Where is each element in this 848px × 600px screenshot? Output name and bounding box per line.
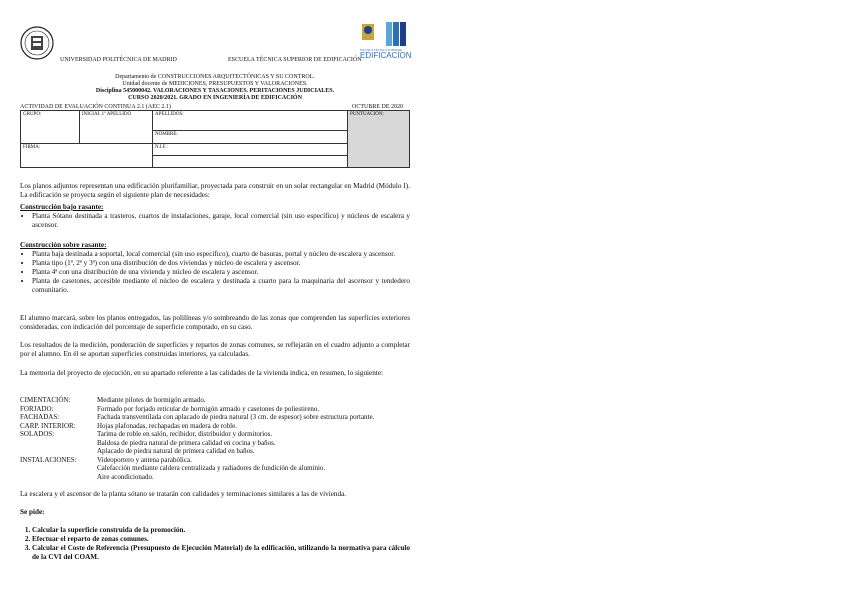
student-form	[20, 110, 410, 168]
university-name: UNIVERSIDAD POLITÉCNICA DE MADRID	[60, 57, 177, 63]
activity-date: OCTUBRE DE 2020	[352, 104, 403, 110]
surname-field[interactable]: APELLIDOS:	[153, 111, 348, 131]
school-logo-subtitle: ESCUELA TÉCNICA SUPERIOR	[360, 48, 403, 52]
initial-field[interactable]: INICIAL 1º APELLIDO	[80, 111, 153, 144]
dept-line-4: CURSO 2020/2021. GRADO EN INGENIERÍA DE EDIFICACIÓN	[128, 95, 302, 101]
below-grade-title: Construcción bajo rasante:	[20, 203, 104, 211]
list-item: • Planta de casetones, accesible mediante el núcleo de escalera y destinada a cuarto para la maquinaria del ascensor y tendedero comunitario.	[32, 277, 410, 295]
task-item: 1. Calcular la superficie construida de la promoción.	[32, 526, 410, 535]
list-item: • Planta baja destinada a soportal, local comercial (sin uso específico), cuarto de basuras, portal y núcleo de escalera y ascensor.	[32, 250, 410, 259]
paragraph-stairs: La escalera y el ascensor de la planta sótano se tratarán con calidades y terminaciones similares a las de vivienda.	[20, 490, 347, 498]
below-grade-section	[20, 203, 410, 230]
dept-line-1: Departamento de CONSTRUCCIONES ARQUITECTÓNICAS Y SU CONTROL.	[115, 74, 315, 80]
school-logo-text: EDIFICACION	[360, 51, 412, 60]
name-field[interactable]: NOMBRE:	[153, 131, 348, 143]
task-item: 2. Efectuar el reparto de zonas comunes.	[32, 535, 410, 544]
above-grade-title: Construcción sobre rasante:	[20, 241, 107, 249]
material-row: Calefacción mediante caldera centralizada y radiadores de fundición de aluminio.	[97, 464, 326, 472]
school-name: ESCUELA TÉCNICA SUPERIOR DE EDIFICACIÓN	[228, 57, 362, 63]
material-row: CARP. INTERIOR: Hojas plafonadas, rechapadas en madera de roble.	[20, 421, 237, 430]
material-row: Baldosa de piedra natural de primera calidad en cocina y baños.	[97, 438, 276, 447]
score-field: PUNTUACIÓN:	[348, 111, 410, 168]
material-row: Aire acondicionado.	[97, 472, 154, 481]
intro-paragraph: Los planos adjuntos representan una edificación plurifamiliar, proyectada para construir en un solar rectangular en Madrid (Módulo I). La edificación se proyecta según el siguiente plan de necesidades:	[20, 182, 410, 199]
material-row: SOLADOS: Tarima de roble en salón, recibidor, distribuidor y dormitorios.	[20, 430, 273, 438]
activity-title: ACTIVIDAD DE EVALUACIÓN CONTINUA 2.1 (AEC 2.1)	[20, 104, 171, 110]
material-row: INSTALACIONES: Videoportero y antena parabólica.	[20, 455, 192, 464]
paragraph-marking: El alumno marcará, sobre los planos entregados, las polilíneas y/o sombreando de las zonas que comprenden las superficies exteriores consideradas, con indicación del porcentaje de superficie computado, en su caso.	[20, 314, 410, 331]
task-item: 3. Calcular el Coste de Referencia (Presupuesto de Ejecución Material) de la edificación, utilizando la normativa para cálculo de la CVI del COAM.	[32, 544, 410, 562]
nif-blank	[153, 155, 348, 167]
nif-field[interactable]: N.I.F.:	[153, 143, 348, 155]
group-field[interactable]: GRUPO:	[21, 111, 80, 144]
list-item: • Planta tipo (1ª, 2ª y 3ª) con una distribución de dos viviendas y núcleo de escalera y ascensor.	[32, 259, 410, 268]
list-item: • Planta 4ª con una distribución de una vivienda y núcleo de escalera y ascensor.	[32, 268, 410, 277]
dept-line-2: Unidad docente de MEDICIONES, PRESUPUESTOS Y VALORACIONES.	[122, 81, 308, 87]
material-row: CIMENTACIÓN: Mediante pilotes de hormigón armado.	[20, 396, 206, 404]
paragraph-results: Los resultados de la medición, ponderación de superficies y repartos de zonas comunes, se reflejarán en el cuadro adjunto a completar por el alumno. En él se aportan superficies construidas interiores, ya calculadas.	[20, 341, 410, 358]
material-row: Aplacado de piedra natural de primera calidad en baños.	[97, 447, 255, 455]
dept-line-3: Disciplina 545000042. VALORACIONES Y TASACIONES. PERITACIONES JUDICIALES.	[95, 88, 335, 94]
list-item: • Planta Sótano destinada a trasteros, cuartos de instalaciones, garaje, local comercial (sin uso específico) y núcleos de escalera y ascensor.	[32, 212, 410, 230]
signature-field[interactable]: FIRMA:	[21, 143, 153, 167]
tasks-list	[20, 526, 410, 562]
materials-list	[20, 396, 415, 481]
paragraph-memoria: La memoria del proyecto de ejecución, en su apartado referente a las calidades de la vivienda indica, en resumen, lo siguiente:	[20, 369, 384, 377]
material-row: FORJADO: Formado por forjado reticular de hormigón armado y casetones de poliestireno.	[20, 404, 320, 413]
department-block	[20, 74, 410, 102]
university-seal-icon	[20, 26, 54, 60]
material-row: FACHADAS: Fachada transventilada con aplacado de piedra natural (3 cm. de espesor) sobre estructura portante.	[20, 413, 375, 421]
above-grade-section	[20, 241, 410, 295]
tasks-heading: Se pide:	[20, 508, 45, 516]
